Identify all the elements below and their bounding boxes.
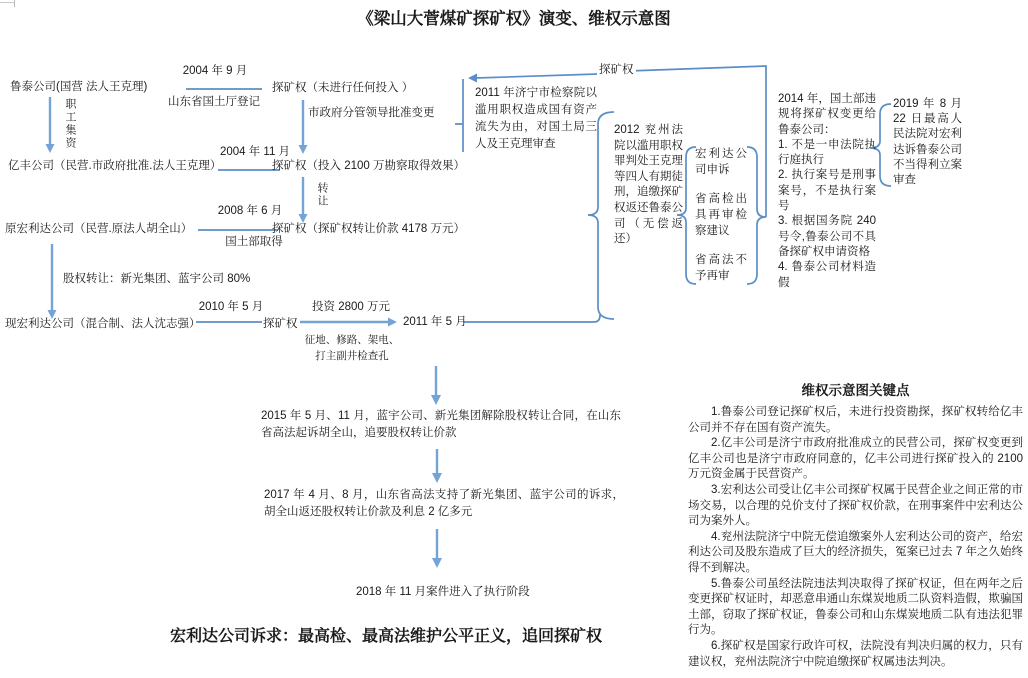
- date-2010-5: 2010 年 5 月: [198, 301, 264, 313]
- date-2008-6: 2008 年 6 月: [217, 205, 283, 217]
- line-2011-5: [464, 315, 600, 322]
- event-2017: 2017 年 4 月、8 月，山东省高法支持了新光集团、蓝宇公司的诉求，胡全山返还股权转让价款及利息 2 亿多元: [264, 489, 624, 518]
- return-arrow-label: 探矿权: [599, 64, 634, 76]
- event-2019-supreme: 2019 年 8 月 22 日最高人民法院对宏利达诉鲁泰公司不当得利立案审查: [893, 98, 962, 187]
- right-2: 探矿权（投入 2100 万勘察取得效果）: [272, 160, 465, 172]
- date-2004-11: 2004 年 11 月: [219, 146, 291, 158]
- invest-arrowhead: [388, 318, 397, 327]
- event-2011-prosecutor: 2011 年济宁市检察院以滥用职权造成国有资产流失为由，对国土局三人及王克理审查: [475, 87, 597, 150]
- keypoint-4: 4.兖州法院济宁中院无偿追缴案外人宏利达公司的资产，给宏利达公司及股东造成了巨大的经济损失，冤案已过去 7 年之久始终得不到解决。: [688, 530, 1023, 574]
- company-lutai: 鲁泰公司(国营 法人王克理): [10, 81, 148, 93]
- page-title: 《梁山大菅煤矿探矿权》演变、维权示意图: [357, 10, 671, 28]
- mlr-2014-intro: 2014 年，国土部违规将探矿权变更给鲁泰公司：: [778, 93, 876, 136]
- keypoint-3: 3.宏利达公司受让亿丰公司探矿权属于民营企业之间正常的市场交易，以合理的兑价支付了探矿权价款，在刑事案件中宏利达公司为案外人。: [688, 483, 1023, 528]
- mlr-2014-point-4: 4. 鲁泰公司材料造假: [778, 261, 876, 289]
- demand-statement: 宏利达公司诉求：最高检、最高法维护公平正义，追回探矿权: [170, 628, 603, 645]
- mlr-2014-point-3: 3. 根据国务院 240 号令,鲁泰公司不具备探矿权申请资格: [778, 215, 876, 258]
- appeal-hongda: 宏利达公司申诉: [695, 148, 747, 176]
- right-4: 探矿权: [263, 318, 298, 330]
- keypoint-6: 6.探矿权是国家行政许可权，法院没有判决归属的权力，只有建议权，兖州法院济宁中院追缴探矿权属违法判决。: [688, 639, 1023, 668]
- keypoint-2: 2.亿丰公司是济宁市政府批准成立的民营公司，探矿权变更到亿丰公司也是济宁市政府同意的，亿丰公司进行探矿投入的 2100 万元资金属于民营资产。: [688, 437, 1023, 481]
- event-2012-court: 2012 兖州法院以滥用职权罪判处王克理等四人有期徒刑，追缴探矿权返还鲁泰公司（无偿返还）: [614, 124, 683, 246]
- company-yifeng: 亿丰公司（民营.市政府批准.法人王克理）: [8, 160, 222, 172]
- approve-label: 市政府分管领导批准变更: [308, 107, 435, 119]
- company-hongda-old: 原宏利达公司（民营.原法人胡全山）: [5, 223, 193, 235]
- funding-label: 职工集资: [64, 98, 76, 150]
- arrowhead: [46, 144, 55, 153]
- event-2018: 2018 年 11 月案件进入了执行阶段: [356, 586, 530, 598]
- arrowhead: [432, 558, 442, 568]
- appeal-highcourt: 省高法不予再审: [695, 254, 747, 282]
- right-1: 探矿权（未进行任何投入 ）: [272, 82, 414, 94]
- mlr-label: 国土部取得: [225, 236, 283, 248]
- keypoints-panel: [688, 405, 1023, 670]
- right-3: 探矿权（探矿权转让价款 4178 万元）: [272, 223, 465, 235]
- arrowhead: [431, 395, 441, 405]
- mlr-2014-point-2: 2. 执行案号是刑事案号，不是执行案号: [778, 169, 876, 213]
- mlr-2014-point-1: 1. 不是一申法院执行庭执行: [778, 138, 876, 167]
- invest-detail: 征地、修路、架电、打主副井检查孔: [304, 334, 400, 362]
- invest-label: 投资 2800 万元: [312, 301, 390, 313]
- brace-appeals-right: [747, 147, 766, 284]
- event-2015: 2015 年 5 月、11 月，蓝宇公司、新光集团解除股权转让合同，在山东省高法起诉胡全山，追要股权转让价款: [261, 410, 621, 439]
- appeal-procuratorate: 省高检出具再审检察建议: [695, 193, 747, 237]
- return-wire-left: [476, 74, 598, 78]
- arrowhead: [432, 473, 442, 483]
- date-2004-9: 2004 年 9 月: [182, 65, 248, 77]
- keypoint-5: 5.鲁泰公司虽经法院违法判决取得了探矿权证，但在两年之后变更探矿权证时，却恶意串通山东煤炭地质二队资料造假，欺骗国土部，窃取了探矿权证，鲁泰公司和山东煤炭地质二队有违法犯罪行为。: [688, 577, 1023, 637]
- keypoints-title: 维权示意图关键点: [801, 383, 910, 398]
- return-arrowhead: [468, 74, 477, 83]
- keypoint-1: 1.鲁泰公司登记探矿权后，未进行投资勘探，探矿权转给亿丰公司并不存在国有资产流失。: [688, 406, 1023, 434]
- appeals-block: [695, 146, 747, 297]
- registry-label: 山东省国土厅登记: [168, 96, 260, 108]
- transfer-label: 转让: [316, 182, 328, 208]
- equity-label: 股权转让：新光集团、蓝宇公司 80%: [63, 273, 251, 285]
- date-2011-5: 2011 年 5 月: [403, 316, 467, 328]
- page-corner-mark: [0, 0, 15, 7]
- event-2014-mlr: [778, 92, 876, 291]
- company-hongda-new: 现宏利达公司（混合制、法人沈志强）: [5, 318, 201, 330]
- bracket-2011: [455, 79, 463, 152]
